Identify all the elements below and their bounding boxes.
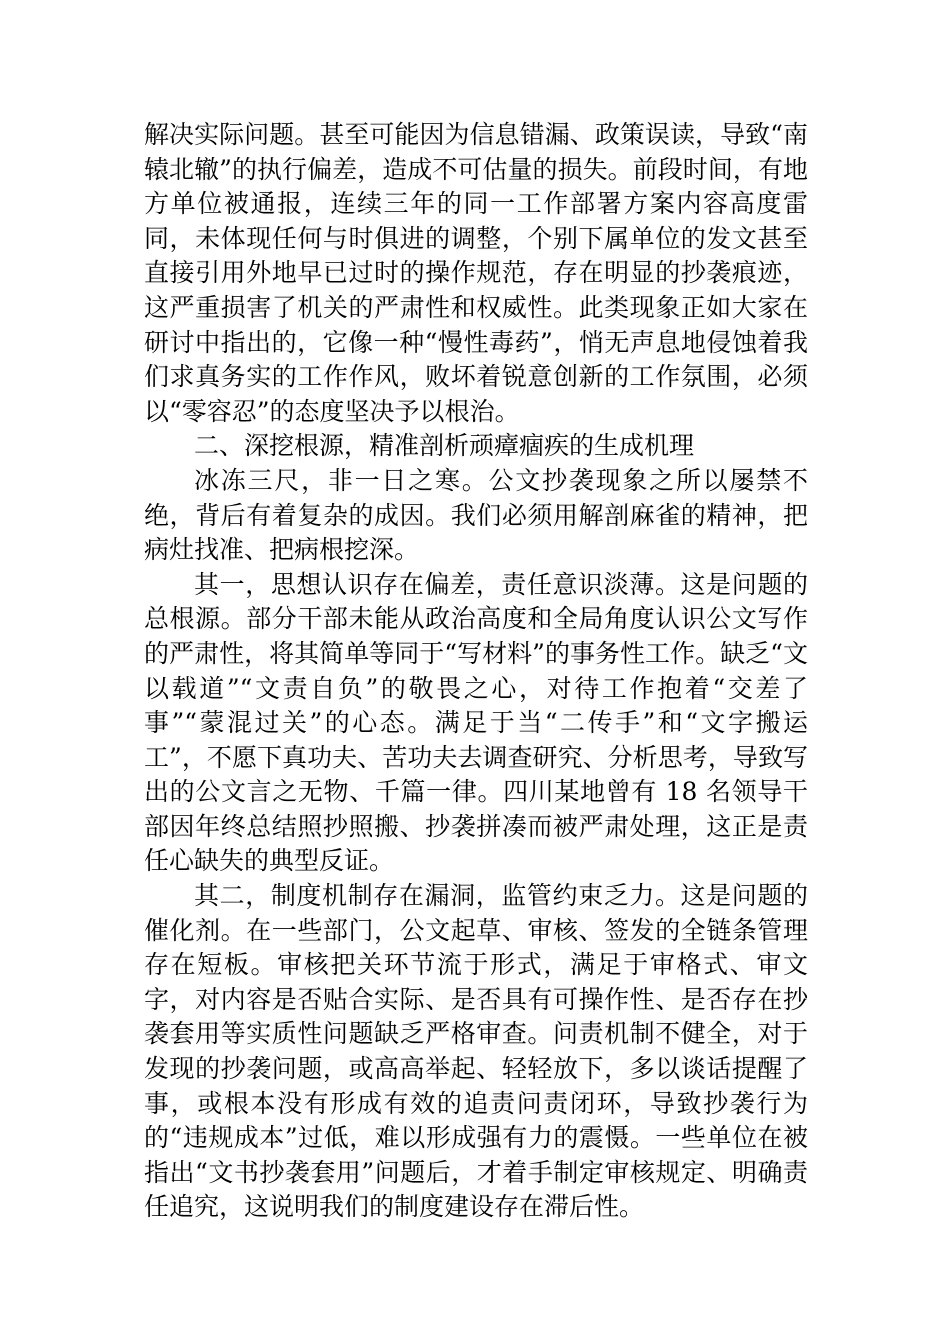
document-body xyxy=(144,118,808,1225)
paragraph-point-two: 其二，制度机制存在漏洞，监管约束乏力。这是问题的催化剂。在一些部门，公文起草、审核、签发的全链条管理存在短板。审核把关环节流于形式，满足于审格式、审文字，对内容是否贴合实际、是否具有可操作性、是否存在抄袭套用等实质性问题缺乏严格审查。问责机制不健全，对于发现的抄袭问题，或高高举起、轻轻放下，多以谈话提醒了事，或根本没有形成有效的追责问责闭环，导致抄袭行为的“违规成本”过低，难以形成强有力的震慑。一些单位在被指出“文书抄袭套用”问题后，才着手制定审核规定、明确责任追究，这说明我们的制度建设存在滞后性。 xyxy=(144,881,808,1222)
section-heading: 二、深挖根源，精准剖析顽瘴痼疾的生成机理 xyxy=(194,431,695,461)
paragraph-intro: 冰冻三尺，非一日之寒。公文抄袭现象之所以屡禁不绝，背后有着复杂的成因。我们必须用解剖麻雀的精神，把病灶找准、把病根挖深。 xyxy=(144,465,808,565)
paragraph-continuation: 解决实际问题。甚至可能因为信息错漏、政策误读，导致“南辕北辙”的执行偏差，造成不可估量的损失。前段时间，有地方单位被通报，连续三年的同一工作部署方案内容高度雷同，未体现任何与时俱进的调整，个别下属单位的发文甚至直接引用外地早已过时的操作规范，存在明显的抄袭痕迹，这严重损害了机关的严肃性和权威性。此类现象正如大家在研讨中指出的，它像一种“慢性毒药”，悄无声息地侵蚀着我们求真务实的工作作风，败坏着锐意创新的工作氛围，必须以“零容忍”的态度坚决予以根治。 xyxy=(144,120,808,426)
paragraph-point-one: 其一，思想认识存在偏差，责任意识淡薄。这是问题的总根源。部分干部未能从政治高度和全局角度认识公文写作的严肃性，将其简单等同于“写材料”的事务性工作。缺乏“文以载道”“文责自负”的敬畏之心，对待工作抱着“交差了事”“蒙混过关”的心态。满足于当“二传手”和“文字搬运工”，不愿下真功夫、苦功夫去调查研究、分析思考，导致写出的公文言之无物、千篇一律。四川某地曾有 18 名领导干部因年终总结照抄照搬、抄袭拼凑而被严肃处理，这正是责任心缺失的典型反证。 xyxy=(144,569,809,876)
